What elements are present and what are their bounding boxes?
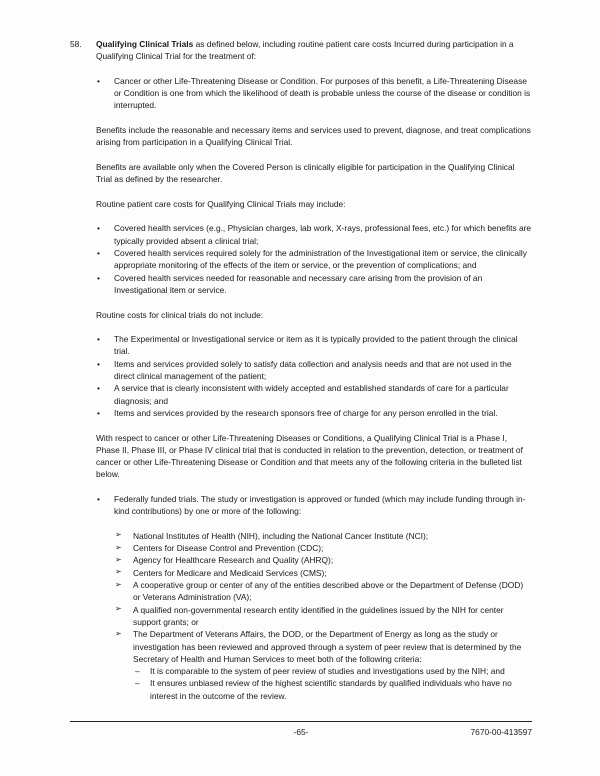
list-item — [70, 247, 532, 272]
list-item-text: It ensures unbiased review of the highest scientific standards by qualified individuals who have no interest in the outcome of the review. — [150, 678, 512, 701]
list-item-text: Cancer or other Life-Threatening Disease or Condition. For purposes of this benefit, a Life-Threatening Disease or Condition is one from which the likelihood of death is probable unless the course of the disease or condition is interrupted. — [114, 75, 531, 111]
routine-include-list — [70, 222, 532, 296]
paragraph-routine-include-lead: Routine patient care costs for Qualifying Clinical Trials may include: — [96, 198, 346, 209]
paragraph-benefits-available: Benefits are available only when the Covered Person is clinically eligible for participation in the Qualifying Clinical Trial as defined by the researcher. — [96, 161, 515, 185]
clause-58 — [70, 38, 532, 63]
list-item — [70, 579, 532, 604]
routine-exclude-list — [70, 333, 532, 419]
list-item-text: Centers for Disease Control and Prevention (CDC); — [133, 543, 324, 554]
list-item-text: The Department of Veterans Affairs, the DOD, or the Department of Energy as long as the study or investigation has been reviewed and approved through a system of peer review that is determined by the Secretary of Health and Human Services to meet both of the following criteria: — [133, 629, 522, 664]
list-item — [70, 530, 532, 542]
round-bullet-icon: • — [97, 383, 100, 394]
list-item — [70, 567, 532, 579]
list-item — [70, 272, 532, 297]
clause-title: Qualifying Clinical Trials — [96, 39, 194, 49]
dash-bullet-icon: – — [135, 666, 140, 677]
arrow-bullet-icon: ➢ — [115, 530, 122, 540]
clause-number: 58. — [70, 39, 82, 49]
paragraph-with-respect: With respect to cancer or other Life-Threatening Diseases or Conditions, a Qualifying Clinical Trial is a Phase I, Phase II, Phase III, or Phase IV clinical trial that is conducted in relation to the prevention, detection, or treatment of cancer or other Life-Threatening Disease or Condition and that meets any of the following criteria in the bulleted list below. — [96, 432, 523, 480]
list-item — [70, 407, 532, 419]
treatment-bullet-list — [70, 75, 532, 112]
funder-list — [70, 530, 532, 665]
paragraph-benefits-include: Benefits include the reasonable and necessary items and services used to prevent, diagnose, and treat complications arising from participation in a Qualifying Clinical Trial. — [96, 125, 531, 148]
round-bullet-icon: • — [97, 493, 100, 504]
round-bullet-icon: • — [97, 75, 100, 86]
paragraph-routine-exclude-lead: Routine costs for clinical trials do not include: — [96, 309, 264, 320]
list-item-text: A cooperative group or center of any of the entities described above or the Department of Defense (DOD) or Veterans Administration (VA); — [133, 580, 524, 603]
arrow-bullet-icon: ➢ — [115, 542, 122, 552]
dash-bullet-icon: – — [135, 678, 140, 689]
list-item — [70, 358, 532, 383]
footer-divider — [70, 721, 532, 722]
list-item — [70, 665, 532, 677]
round-bullet-icon: • — [97, 407, 100, 418]
round-bullet-icon: • — [97, 223, 100, 234]
arrow-bullet-icon: ➢ — [115, 604, 122, 614]
list-item-text: Items and services provided solely to satisfy data collection and analysis needs and that are not used in the direct clinical management of the patient; — [114, 358, 512, 382]
list-item-text: Items and services provided by the research sponsors free of charge for any person enrolled in the trial. — [114, 407, 498, 418]
round-bullet-icon: • — [97, 358, 100, 369]
list-item-text: Covered health services (e.g., Physician charges, lab work, X-rays, professional fees, etc.) for which benefits are typically provided absent a clinical trial; — [114, 223, 532, 246]
clause-body — [96, 39, 514, 61]
list-item-text: A service that is clearly inconsistent with widely accepted and established standards of care for a particular diagnosis; and — [114, 383, 509, 406]
arrow-bullet-icon: ➢ — [115, 567, 122, 577]
list-item-text: Federally funded trials. The study or investigation is approved or funded (which may include funding through in-kind contributions) by one or more of the following: — [114, 493, 526, 517]
footer-page-number: -65- — [293, 727, 309, 737]
list-item-text: Centers for Medicare and Medicaid Services (CMS); — [133, 567, 327, 578]
list-item-text: Covered health services required solely for the administration of the Investigational item or service, the clinically appropriate monitoring of the effects of the item or service, or the prevention of complications; and — [114, 248, 527, 271]
list-item — [70, 604, 532, 629]
list-item — [70, 628, 532, 665]
round-bullet-icon: • — [97, 272, 100, 283]
list-item-text: It is comparable to the system of peer review of studies and investigations used by the NIH; and — [150, 666, 505, 677]
list-item — [70, 75, 532, 112]
arrow-bullet-icon: ➢ — [115, 579, 122, 589]
list-item-text: A qualified non-governmental research entity identified in the guidelines issued by the NIH for center support grants; or — [133, 604, 504, 627]
footer-document-number: 7670-00-413597 — [470, 727, 532, 737]
list-item-text: National Institutes of Health (NIH), including the National Cancer Institute (NCI); — [133, 530, 429, 541]
criteria-list — [70, 665, 532, 702]
list-item-text: Agency for Healthcare Research and Quality (AHRQ); — [133, 555, 334, 566]
list-item — [70, 222, 532, 247]
arrow-bullet-icon: ➢ — [115, 628, 122, 638]
list-item — [70, 333, 532, 358]
list-item — [70, 542, 532, 554]
list-item — [70, 382, 532, 407]
page-footer — [70, 721, 532, 742]
footer-row — [70, 726, 532, 742]
document-content — [70, 38, 532, 702]
round-bullet-icon: • — [97, 334, 100, 345]
federally-funded-list — [70, 493, 532, 518]
round-bullet-icon: • — [97, 248, 100, 259]
list-item — [70, 554, 532, 566]
list-item-text: The Experimental or Investigational service or item as it is typically provided to the patient through the clinical trial. — [114, 334, 518, 357]
arrow-bullet-icon: ➢ — [115, 555, 122, 565]
clause-intro-text: as defined below, including routine patient care costs Incurred during participation in a Qualifying Clinical Trial for the treatment of: — [96, 39, 514, 62]
list-item-text: Covered health services needed for reasonable and necessary care arising from the provision of an Investigational item or service. — [114, 272, 483, 295]
list-item — [70, 493, 532, 518]
list-item — [70, 677, 532, 702]
